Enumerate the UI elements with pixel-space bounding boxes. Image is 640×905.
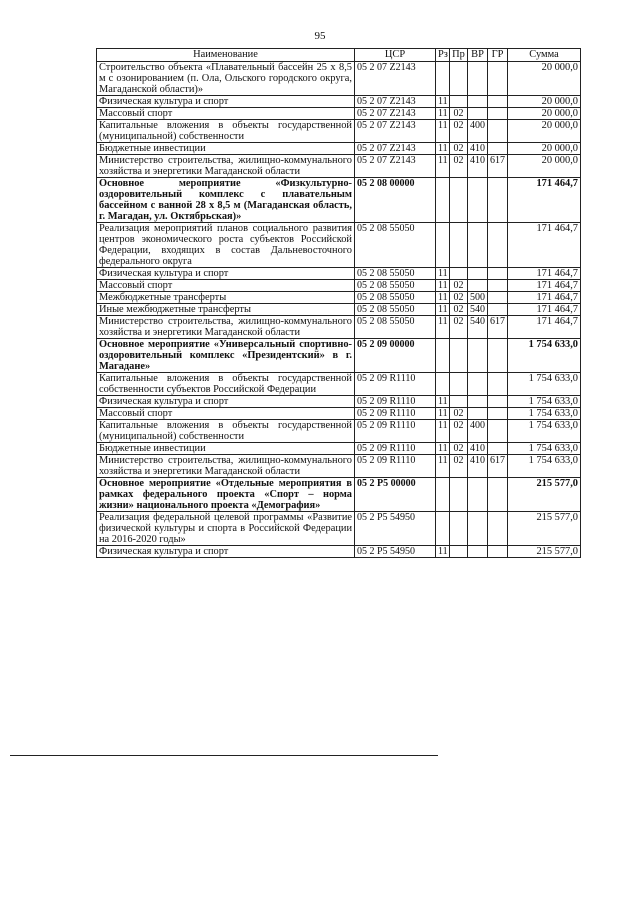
cell-pr (450, 268, 468, 280)
table-header-row (97, 49, 581, 62)
cell-csr: 05 2 09 00000 (355, 339, 436, 373)
header-name: Наименование (97, 49, 355, 62)
cell-pr: 02 (450, 108, 468, 120)
table-row (97, 108, 581, 120)
cell-gr (488, 408, 508, 420)
cell-pr (450, 396, 468, 408)
cell-rz: 11 (436, 316, 450, 339)
cell-vr (468, 546, 488, 558)
table-row (97, 339, 581, 373)
cell-vr: 410 (468, 443, 488, 455)
cell-gr (488, 268, 508, 280)
cell-sum: 1 754 633,0 (508, 443, 581, 455)
budget-table (96, 48, 581, 558)
cell-pr: 02 (450, 292, 468, 304)
cell-sum: 171 464,7 (508, 292, 581, 304)
cell-gr (488, 108, 508, 120)
cell-sum: 171 464,7 (508, 304, 581, 316)
cell-name: Строительство объекта «Плавательный бассейн 25 х 8,5 м с озонированием (п. Ола, Ольского городского округа, Магаданской области)» (97, 62, 355, 96)
header-gr: ГР (488, 49, 508, 62)
cell-sum: 20 000,0 (508, 62, 581, 96)
cell-sum: 1 754 633,0 (508, 339, 581, 373)
cell-gr: 617 (488, 316, 508, 339)
table-row (97, 408, 581, 420)
cell-vr (468, 396, 488, 408)
header-rz: Рз (436, 49, 450, 62)
header-pr: Пр (450, 49, 468, 62)
table-row (97, 396, 581, 408)
cell-vr: 410 (468, 155, 488, 178)
table-row (97, 155, 581, 178)
cell-rz (436, 223, 450, 268)
cell-pr: 02 (450, 155, 468, 178)
cell-csr: 05 2 07 Z2143 (355, 120, 436, 143)
cell-rz: 11 (436, 280, 450, 292)
cell-csr: 05 2 08 55050 (355, 268, 436, 280)
cell-rz: 11 (436, 408, 450, 420)
cell-rz: 11 (436, 546, 450, 558)
table-row (97, 120, 581, 143)
cell-name: Капитальные вложения в объекты государственной (муниципальной) собственности (97, 120, 355, 143)
table-row (97, 223, 581, 268)
cell-csr: 05 2 07 Z2143 (355, 62, 436, 96)
cell-gr (488, 420, 508, 443)
cell-vr: 410 (468, 143, 488, 155)
page-number: 95 (314, 30, 326, 42)
cell-sum: 1 754 633,0 (508, 396, 581, 408)
cell-vr (468, 408, 488, 420)
cell-sum: 171 464,7 (508, 178, 581, 223)
cell-vr (468, 223, 488, 268)
cell-pr: 02 (450, 316, 468, 339)
cell-vr: 410 (468, 455, 488, 478)
cell-rz: 11 (436, 120, 450, 143)
cell-vr: 400 (468, 120, 488, 143)
cell-vr (468, 268, 488, 280)
cell-csr: 05 2 P5 00000 (355, 478, 436, 512)
cell-pr: 02 (450, 280, 468, 292)
cell-pr (450, 96, 468, 108)
bottom-divider (10, 755, 438, 756)
header-csr: ЦСР (355, 49, 436, 62)
cell-sum: 171 464,7 (508, 223, 581, 268)
cell-vr: 540 (468, 316, 488, 339)
header-vr: ВР (468, 49, 488, 62)
cell-csr: 05 2 07 Z2143 (355, 143, 436, 155)
cell-sum: 1 754 633,0 (508, 373, 581, 396)
cell-csr: 05 2 09 R1110 (355, 408, 436, 420)
cell-vr (468, 478, 488, 512)
cell-rz (436, 339, 450, 373)
cell-name: Физическая культура и спорт (97, 96, 355, 108)
cell-csr: 05 2 08 55050 (355, 280, 436, 292)
cell-name: Основное мероприятие «Отдельные мероприятия в рамках федерального проекта «Спорт – норма жизни» национального проекта «Демография» (97, 478, 355, 512)
cell-name: Реализация федеральной целевой программы «Развитие физической культуры и спорта в Российской Федерации на 2016-2020 годы» (97, 512, 355, 546)
table-row (97, 96, 581, 108)
cell-name: Массовый спорт (97, 280, 355, 292)
cell-pr: 02 (450, 420, 468, 443)
cell-pr: 02 (450, 443, 468, 455)
cell-pr (450, 178, 468, 223)
cell-gr (488, 292, 508, 304)
table-row (97, 280, 581, 292)
cell-pr (450, 546, 468, 558)
cell-name: Министерство строительства, жилищно-коммунального хозяйства и энергетики Магаданской области (97, 455, 355, 478)
cell-rz: 11 (436, 420, 450, 443)
cell-gr (488, 396, 508, 408)
cell-csr: 05 2 07 Z2143 (355, 108, 436, 120)
cell-rz: 11 (436, 292, 450, 304)
cell-gr (488, 223, 508, 268)
cell-rz: 11 (436, 455, 450, 478)
cell-sum: 20 000,0 (508, 96, 581, 108)
cell-gr (488, 373, 508, 396)
cell-rz (436, 62, 450, 96)
cell-rz: 11 (436, 155, 450, 178)
cell-rz: 11 (436, 96, 450, 108)
cell-csr: 05 2 08 55050 (355, 316, 436, 339)
cell-csr: 05 2 08 55050 (355, 292, 436, 304)
cell-rz: 11 (436, 143, 450, 155)
cell-sum: 20 000,0 (508, 155, 581, 178)
cell-csr: 05 2 07 Z2143 (355, 96, 436, 108)
cell-gr (488, 280, 508, 292)
cell-gr (488, 478, 508, 512)
cell-rz (436, 178, 450, 223)
cell-sum: 20 000,0 (508, 108, 581, 120)
table-row (97, 62, 581, 96)
cell-name: Основное мероприятие «Универсальный спортивно-оздоровительный комплекс «Президентский» в г. Магадане» (97, 339, 355, 373)
cell-name: Министерство строительства, жилищно-коммунального хозяйства и энергетики Магаданской области (97, 316, 355, 339)
cell-pr: 02 (450, 408, 468, 420)
cell-gr (488, 120, 508, 143)
cell-rz (436, 512, 450, 546)
table-row (97, 178, 581, 223)
cell-pr (450, 223, 468, 268)
cell-gr (488, 178, 508, 223)
cell-sum: 1 754 633,0 (508, 420, 581, 443)
cell-name: Межбюджетные трансферты (97, 292, 355, 304)
cell-vr (468, 339, 488, 373)
cell-name: Бюджетные инвестиции (97, 143, 355, 155)
cell-name: Массовый спорт (97, 408, 355, 420)
cell-csr: 05 2 08 55050 (355, 223, 436, 268)
cell-vr: 500 (468, 292, 488, 304)
table-row (97, 316, 581, 339)
table-row (97, 292, 581, 304)
cell-rz: 11 (436, 304, 450, 316)
cell-name: Капитальные вложения в объекты государственной собственности субъектов Российской Федерации (97, 373, 355, 396)
cell-name: Физическая культура и спорт (97, 268, 355, 280)
cell-csr: 05 2 09 R1110 (355, 373, 436, 396)
cell-gr: 617 (488, 455, 508, 478)
cell-gr (488, 62, 508, 96)
cell-pr (450, 478, 468, 512)
cell-vr: 540 (468, 304, 488, 316)
cell-vr (468, 178, 488, 223)
cell-name: Министерство строительства, жилищно-коммунального хозяйства и энергетики Магаданской области (97, 155, 355, 178)
cell-pr: 02 (450, 120, 468, 143)
cell-csr: 05 2 09 R1110 (355, 420, 436, 443)
cell-csr: 05 2 09 R1110 (355, 455, 436, 478)
cell-vr (468, 512, 488, 546)
cell-name: Капитальные вложения в объекты государственной (муниципальной) собственности (97, 420, 355, 443)
table-row (97, 443, 581, 455)
cell-rz (436, 478, 450, 512)
cell-gr (488, 143, 508, 155)
cell-gr (488, 443, 508, 455)
cell-pr (450, 373, 468, 396)
cell-sum: 171 464,7 (508, 280, 581, 292)
cell-sum: 171 464,7 (508, 316, 581, 339)
cell-csr: 05 2 P5 54950 (355, 512, 436, 546)
cell-pr (450, 512, 468, 546)
cell-csr: 05 2 07 Z2143 (355, 155, 436, 178)
cell-rz: 11 (436, 396, 450, 408)
cell-sum: 215 577,0 (508, 478, 581, 512)
table-row (97, 304, 581, 316)
cell-sum: 20 000,0 (508, 120, 581, 143)
cell-sum: 1 754 633,0 (508, 408, 581, 420)
cell-pr: 02 (450, 455, 468, 478)
cell-rz: 11 (436, 443, 450, 455)
cell-rz (436, 373, 450, 396)
cell-pr (450, 62, 468, 96)
cell-vr: 400 (468, 420, 488, 443)
cell-gr (488, 512, 508, 546)
header-sum: Сумма (508, 49, 581, 62)
cell-vr (468, 280, 488, 292)
cell-sum: 215 577,0 (508, 512, 581, 546)
cell-csr: 05 2 P5 54950 (355, 546, 436, 558)
cell-gr (488, 546, 508, 558)
table-row (97, 455, 581, 478)
cell-csr: 05 2 08 00000 (355, 178, 436, 223)
cell-vr (468, 108, 488, 120)
table-row (97, 143, 581, 155)
cell-gr: 617 (488, 155, 508, 178)
cell-name: Основное мероприятие «Физкультурно-оздоровительный комплекс с плавательным бассейном с ванной 28 х 8,5 м (Магаданская область, г. Магадан, ул. Октябрьская)» (97, 178, 355, 223)
cell-name: Реализация мероприятий планов социального развития центров экономического роста субъектов Российской Федерации, входящих в состав Дальневосточного федерального округа (97, 223, 355, 268)
cell-rz: 11 (436, 108, 450, 120)
cell-sum: 1 754 633,0 (508, 455, 581, 478)
cell-name: Бюджетные инвестиции (97, 443, 355, 455)
table-row (97, 512, 581, 546)
cell-rz: 11 (436, 268, 450, 280)
cell-sum: 171 464,7 (508, 268, 581, 280)
table-row (97, 546, 581, 558)
cell-sum: 215 577,0 (508, 546, 581, 558)
cell-csr: 05 2 09 R1110 (355, 443, 436, 455)
table-row (97, 373, 581, 396)
table-row (97, 420, 581, 443)
cell-gr (488, 304, 508, 316)
cell-vr (468, 62, 488, 96)
cell-name: Физическая культура и спорт (97, 396, 355, 408)
cell-vr (468, 96, 488, 108)
cell-gr (488, 339, 508, 373)
cell-name: Физическая культура и спорт (97, 546, 355, 558)
cell-gr (488, 96, 508, 108)
cell-sum: 20 000,0 (508, 143, 581, 155)
cell-pr (450, 339, 468, 373)
table-row (97, 478, 581, 512)
cell-pr: 02 (450, 304, 468, 316)
cell-vr (468, 373, 488, 396)
table-row (97, 268, 581, 280)
table-body (97, 62, 581, 558)
cell-name: Иные межбюджетные трансферты (97, 304, 355, 316)
cell-pr: 02 (450, 143, 468, 155)
cell-csr: 05 2 08 55050 (355, 304, 436, 316)
cell-csr: 05 2 09 R1110 (355, 396, 436, 408)
cell-name: Массовый спорт (97, 108, 355, 120)
